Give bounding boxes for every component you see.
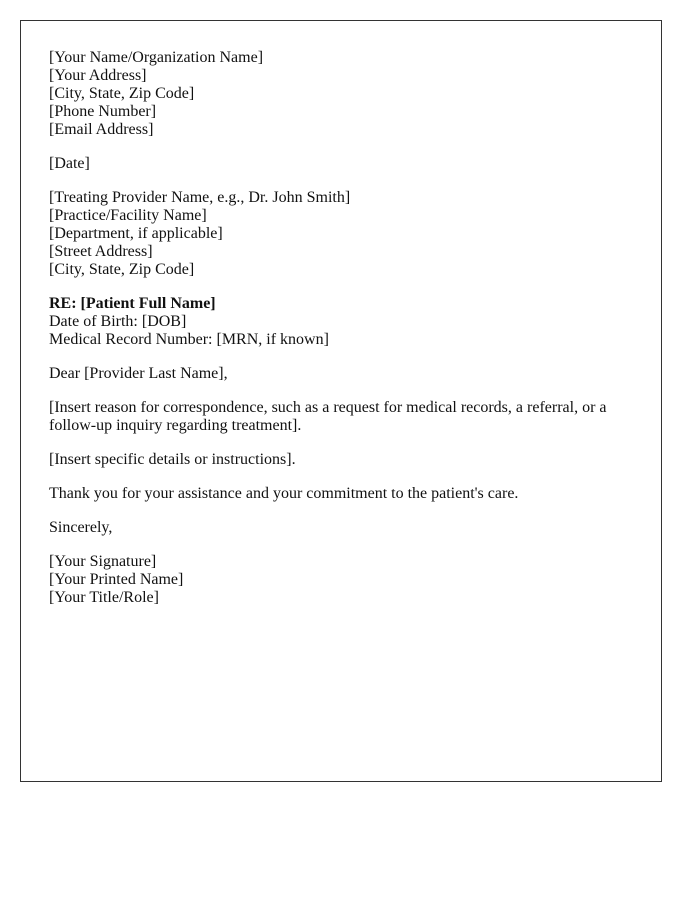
date-block — [49, 155, 633, 173]
recipient-provider-name: [Treating Provider Name, e.g., Dr. John Smith] — [49, 189, 351, 206]
sender-address: [Your Address] — [49, 67, 147, 84]
title-role: [Your Title/Role] — [49, 589, 159, 606]
dob-line: Date of Birth: [DOB] — [49, 313, 187, 330]
sender-city-state-zip: [City, State, Zip Code] — [49, 85, 195, 102]
body-paragraph-details: [Insert specific details or instructions]. — [49, 451, 296, 468]
sender-name: [Your Name/Organization Name] — [49, 49, 264, 66]
letter-page — [20, 20, 662, 782]
recipient-street-address: [Street Address] — [49, 243, 153, 260]
letter-date: [Date] — [49, 155, 90, 172]
body-paragraph-thanks: Thank you for your assistance and your commitment to the patient's care. — [49, 485, 519, 502]
recipient-department: [Department, if applicable] — [49, 225, 223, 242]
salutation: Dear [Provider Last Name], — [49, 365, 228, 382]
letter-content — [49, 49, 633, 623]
sender-block — [49, 49, 633, 139]
recipient-city-state-zip: [City, State, Zip Code] — [49, 261, 195, 278]
signature-line: [Your Signature] — [49, 553, 157, 570]
reference-block — [49, 295, 633, 349]
closing: Sincerely, — [49, 519, 113, 536]
recipient-facility-name: [Practice/Facility Name] — [49, 207, 207, 224]
sender-phone: [Phone Number] — [49, 103, 157, 120]
sender-email: [Email Address] — [49, 121, 154, 138]
re-line: RE: [Patient Full Name] — [49, 295, 216, 312]
mrn-line: Medical Record Number: [MRN, if known] — [49, 331, 329, 348]
recipient-block — [49, 189, 633, 279]
body-paragraph-reason: [Insert reason for correspondence, such as a request for medical records, a referral, or a follow-up inquiry regarding treatment]. — [49, 399, 607, 434]
printed-name: [Your Printed Name] — [49, 571, 184, 588]
signature-block — [49, 553, 633, 607]
